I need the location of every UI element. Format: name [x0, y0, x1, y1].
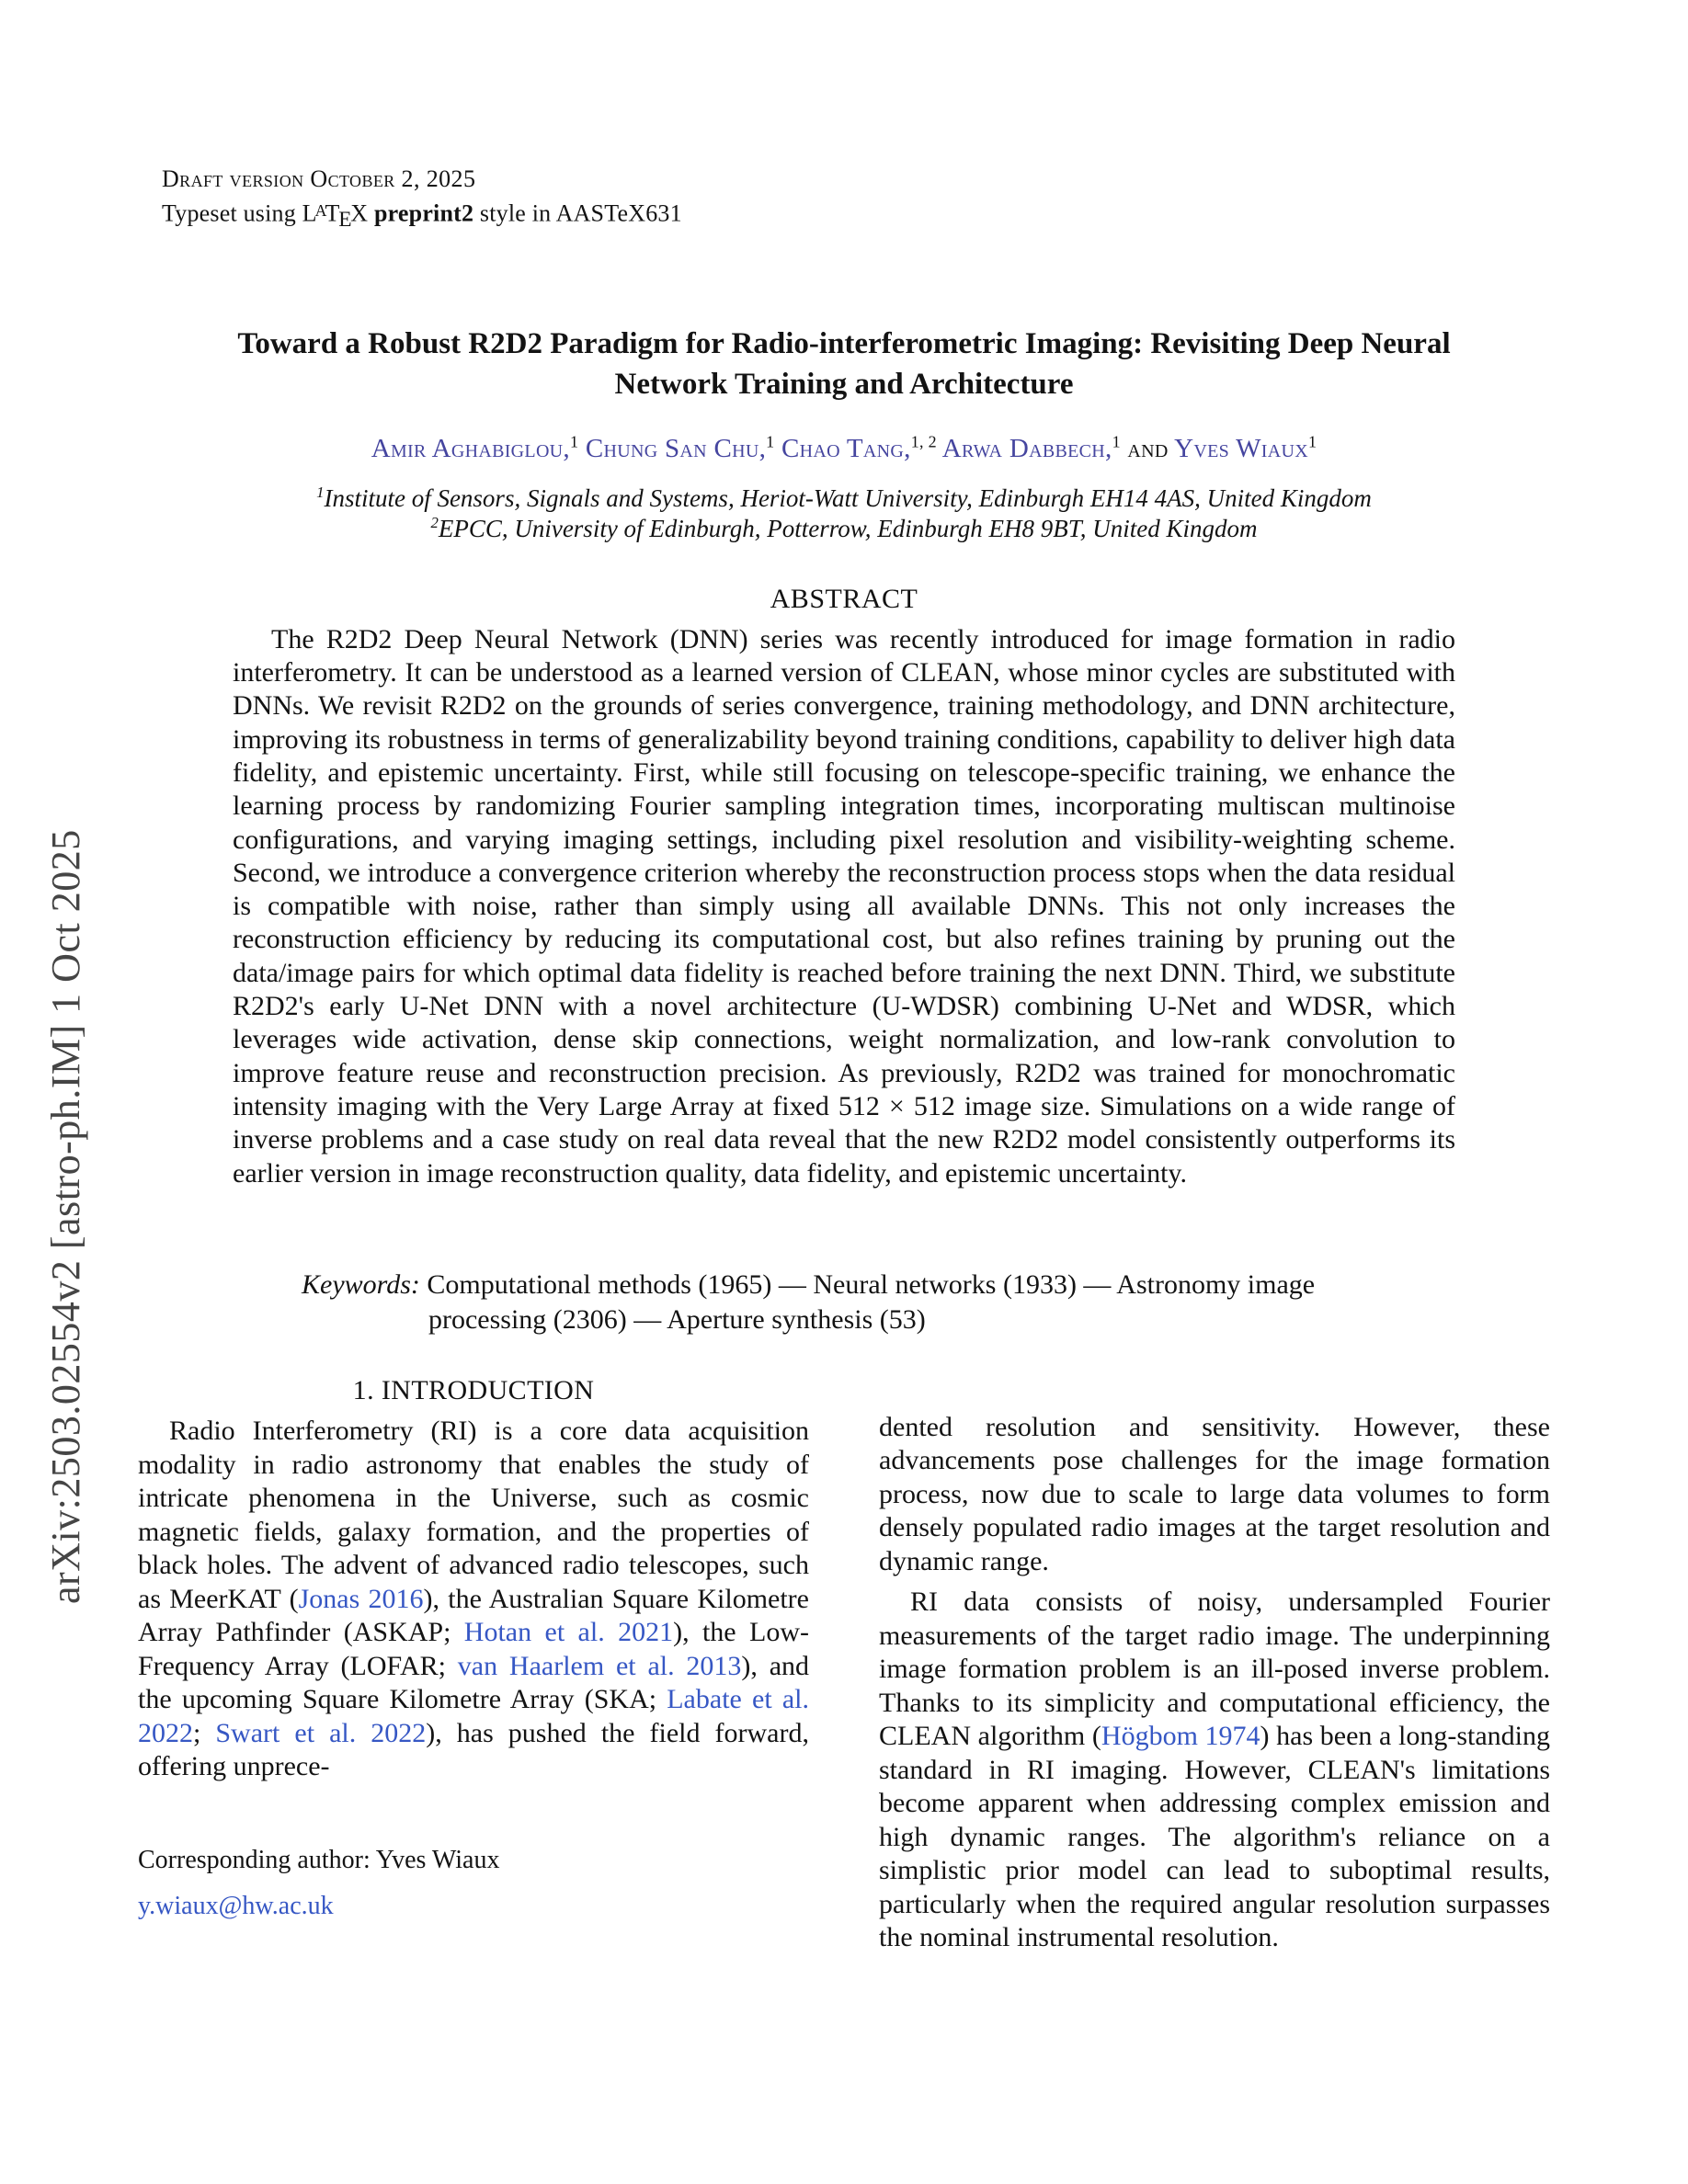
section-heading-introduction: 1. INTRODUCTION [352, 1374, 595, 1405]
citation-link[interactable]: Högbom 1974 [1101, 1721, 1260, 1752]
right-column [879, 1374, 1550, 1955]
left-column [138, 1374, 809, 1955]
citation-link[interactable]: Labate et al. 2022 [138, 1684, 809, 1748]
page-header [0, 0, 1688, 235]
superscript-marker: 1 [1307, 432, 1317, 451]
citation-link[interactable]: Hotan et al. 2021 [463, 1617, 674, 1648]
keywords-label: Keywords: [302, 1268, 420, 1300]
two-column-body [0, 1337, 1688, 1955]
corresponding-author-label: Corresponding author: Yves Wiaux [138, 1845, 500, 1874]
keywords-text: Computational methods (1965) — Neural networks (1933) — Astronomy image processing (2306) — Aperture synthesis (53) [419, 1268, 1316, 1335]
superscript-marker: 1 [1112, 432, 1121, 451]
superscript-marker: 1, 2 [910, 432, 937, 451]
affiliation-2-text: EPCC, University of Edinburgh, Potterrow, Edinburgh EH8 9BT, United Kingdom [438, 514, 1258, 542]
keywords-block [302, 1268, 1386, 1337]
citation-link[interactable]: Jonas 2016 [298, 1583, 424, 1614]
affiliation-1 [0, 483, 1688, 514]
paper-title: Toward a Robust R2D2 Paradigm for Radio-interferometric Imaging: Revisiting Deep Neural Network Training and Architecture [237, 326, 1451, 401]
draft-version-line: Draft version October 2, 2025 [162, 165, 476, 192]
affiliation-1-text: Institute of Sensors, Signals and Systems, Heriot-Watt University, Edinburgh EH14 4AS, United Kingdom [324, 483, 1372, 512]
arxiv-stamp: arXiv:2503.02554v2 [astro-ph.IM] 1 Oct 2025 [43, 829, 88, 1604]
abstract-heading: ABSTRACT [770, 583, 918, 614]
authors-line: Amir Aghabiglou,$^1$ Chung San Chu,$^1$ Chao Tang,$^{1, 2}$ Arwa Dabbech,$^1$ and Yves Wiaux$^1$ [371, 432, 1317, 463]
affiliations-block [0, 483, 1688, 544]
affiliation-1-marker: 1 [316, 483, 325, 501]
intro-paragraph-1: Radio Interferometry (RI) is a core data acquisition modality in radio astronomy that enables the study of intricate phenomena in the Universe, such as cosmic magnetic fields, galaxy formation, and the properties of black holes. The advent of advanced radio telescopes, such as MeerKAT (Jonas 2016), the Australian Square Kilometre Array Pathfinder (ASKAP; Hotan et al. 2021), the Low-Frequency Array (LOFAR; van Haarlem et al. 2013), and the upcoming Square Kilometre Array (SKA; Labate et al. 2022; Swart et al. 2022), has pushed the field forward, offering unprece- [138, 1416, 810, 1782]
intro-paragraph-1-continued: dented resolution and sensitivity. However, these advancements pose challenges for the image formation process, now due to scale to large data volumes to form densely populated radio images at the target resolution and dynamic range. [879, 1411, 1550, 1576]
affiliation-2 [0, 514, 1688, 544]
typeset-line: Typeset using $L^ATEX$ preprint2 style in AASTeX631 [162, 199, 682, 232]
corresponding-author-email[interactable]: y.wiaux@hw.ac.uk [138, 1891, 334, 1920]
intro-paragraph-2: RI data consists of noisy, undersampled Fourier measurements of the target radio image. The underpinning image formation problem is an ill-posed inverse problem. Thanks to its simplicity and computational efficiency, the CLEAN algorithm (Högbom 1974) has been a long-standing standard in RI imaging. However, CLEAN's limitations become apparent when addressing complex emission and high dynamic ranges. The algorithm's reliance on a simplistic prior model can lead to suboptimal results, particularly when the required angular resolution surpasses the nominal instrumental resolution. [879, 1587, 1550, 1953]
superscript-marker: 1 [569, 432, 579, 451]
superscript-marker: 1 [766, 432, 775, 451]
citation-link[interactable]: Swart et al. 2022 [215, 1717, 427, 1748]
affiliation-2-marker: 2 [430, 513, 439, 531]
abstract-text: The R2D2 Deep Neural Network (DNN) series was recently introduced for image formation in radio interferometry. It can be understood as a learned version of CLEAN, whose minor cycles are substituted with DNNs. We revisit R2D2 on the grounds of series convergence, training methodology, and DNN architecture, improving its robustness in terms of generalizability beyond training conditions, capability to deliver high data fidelity, and epistemic uncertainty. First, while still focusing on telescope-specific training, we enhance the learning process by randomizing Fourier sampling integration times, incorporating multiscan multinoise configurations, and varying imaging settings, including pixel resolution and visibility-weighting scheme. Second, we introduce a convergence criterion whereby the reconstruction process stops when the data residual is compatible with noise, rather than simply using all available DNNs. This not only increases the reconstruction efficiency by reducing its computational cost, but also refines training by pruning out the data/image pairs for which optimal data fidelity is reached before training the next DNN. Third, we substitute R2D2's early U-Net DNN with a novel architecture (U-WDSR) combining U-Net and WDSR, which leverages wide activation, dense skip connections, weight normalization, and low-rank convolution to improve feature reuse and reconstruction precision. As previously, R2D2 was trained for monochromatic intensity imaging with the Very Large Array at fixed 512 × 512 image size. Simulations on a wide range of inverse problems and a case study on real data reveal that the new R2D2 model consistently outperforms its earlier version in image reconstruction quality, data fidelity, and epistemic uncertainty. [233, 623, 1455, 1189]
corresponding-author-block [138, 1843, 809, 1924]
citation-link[interactable]: van Haarlem et al. 2013 [457, 1650, 742, 1681]
